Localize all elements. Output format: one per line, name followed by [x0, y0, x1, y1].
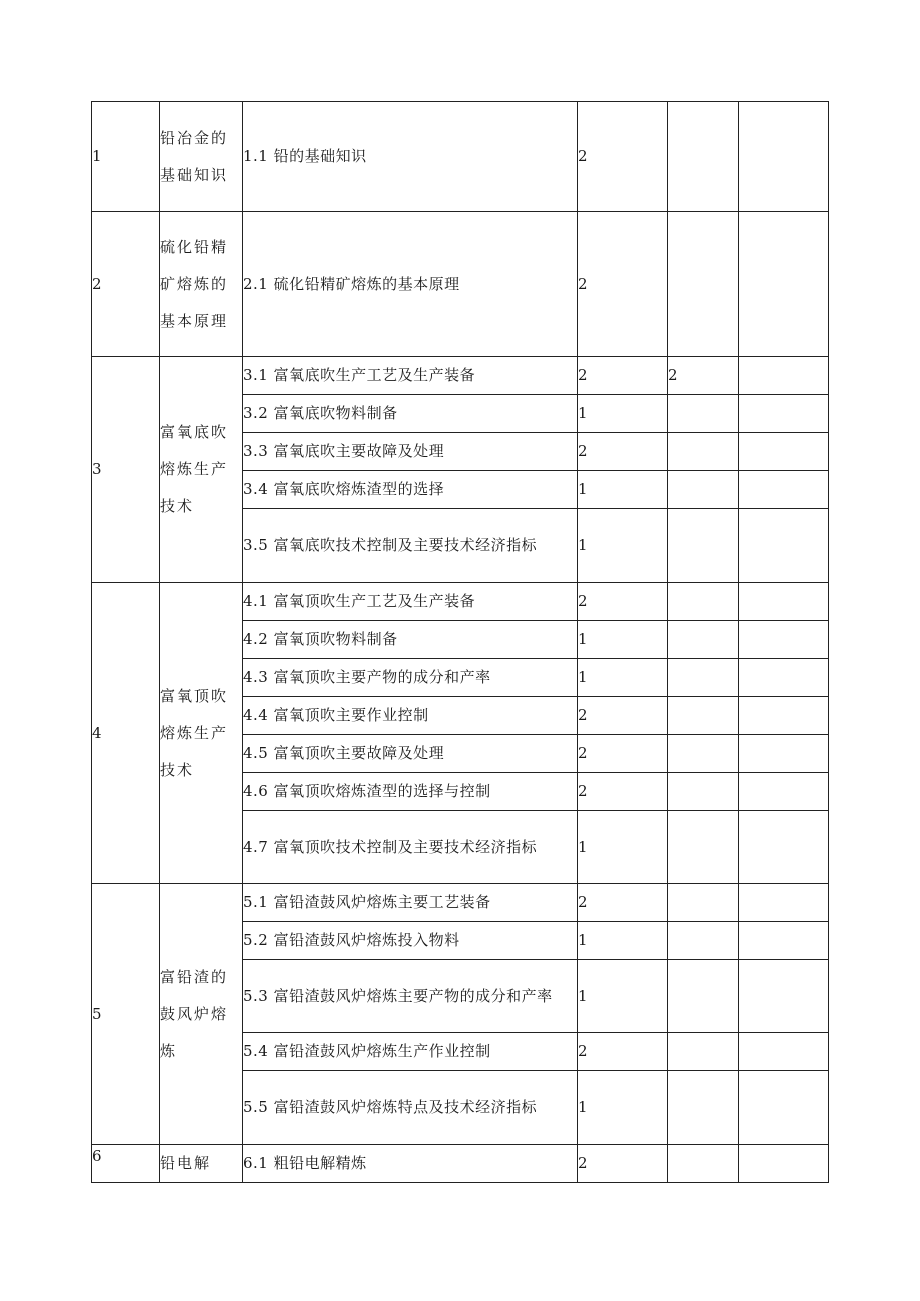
extra-cell — [668, 395, 739, 433]
extra-cell: 2 — [668, 357, 739, 395]
hours-cell: 1 — [578, 659, 668, 697]
hours-cell: 1 — [578, 395, 668, 433]
hours-cell: 2 — [578, 212, 668, 357]
extra-cell — [668, 471, 739, 509]
section-title: 5.5 富铅渣鼓风炉熔炼特点及技术经济指标 — [243, 1071, 578, 1145]
extra-cell — [668, 960, 739, 1033]
hours-cell: 1 — [578, 1071, 668, 1145]
hours-cell: 1 — [578, 509, 668, 583]
section-title: 3.1 富氧底吹生产工艺及生产装备 — [243, 357, 578, 395]
extra-cell — [668, 433, 739, 471]
chapter-number: 4 — [92, 583, 160, 884]
section-title: 5.1 富铅渣鼓风炉熔炼主要工艺装备 — [243, 884, 578, 922]
empty-cell — [739, 1145, 829, 1183]
extra-cell — [668, 697, 739, 735]
table-row — [92, 212, 829, 357]
hours-cell: 2 — [578, 102, 668, 212]
empty-cell — [739, 471, 829, 509]
hours-cell: 2 — [578, 583, 668, 621]
extra-cell — [668, 659, 739, 697]
section-title: 3.5 富氧底吹技术控制及主要技术经济指标 — [243, 509, 578, 583]
hours-cell: 2 — [578, 1145, 668, 1183]
section-title: 6.1 粗铅电解精炼 — [243, 1145, 578, 1183]
section-title: 4.2 富氧顶吹物料制备 — [243, 621, 578, 659]
extra-cell — [668, 212, 739, 357]
empty-cell — [739, 884, 829, 922]
extra-cell — [668, 509, 739, 583]
empty-cell — [739, 773, 829, 811]
empty-cell — [739, 621, 829, 659]
chapter-number: 3 — [92, 357, 160, 583]
empty-cell — [739, 433, 829, 471]
section-title: 4.5 富氧顶吹主要故障及处理 — [243, 735, 578, 773]
table-row — [92, 884, 829, 922]
hours-cell: 1 — [578, 922, 668, 960]
section-title: 4.4 富氧顶吹主要作业控制 — [243, 697, 578, 735]
hours-cell: 1 — [578, 621, 668, 659]
extra-cell — [668, 735, 739, 773]
hours-cell: 2 — [578, 1033, 668, 1071]
table-row — [92, 102, 829, 212]
empty-cell — [739, 395, 829, 433]
extra-cell — [668, 1145, 739, 1183]
empty-cell — [739, 697, 829, 735]
empty-cell — [739, 102, 829, 212]
chapter-title: 富铅渣的 鼓风炉熔 炼 — [160, 884, 243, 1145]
extra-cell — [668, 1071, 739, 1145]
extra-cell — [668, 811, 739, 884]
empty-cell — [739, 960, 829, 1033]
section-title: 5.2 富铅渣鼓风炉熔炼投入物料 — [243, 922, 578, 960]
empty-cell — [739, 1033, 829, 1071]
empty-cell — [739, 735, 829, 773]
section-title: 5.4 富铅渣鼓风炉熔炼生产作业控制 — [243, 1033, 578, 1071]
section-title: 4.6 富氧顶吹熔炼渣型的选择与控制 — [243, 773, 578, 811]
section-title: 4.1 富氧顶吹生产工艺及生产装备 — [243, 583, 578, 621]
section-title: 4.3 富氧顶吹主要产物的成分和产率 — [243, 659, 578, 697]
extra-cell — [668, 773, 739, 811]
chapter-title: 富氧底吹 熔炼生产 技术 — [160, 357, 243, 583]
chapter-title: 铅电解 — [160, 1145, 243, 1183]
chapter-title: 富氧顶吹 熔炼生产 技术 — [160, 583, 243, 884]
empty-cell — [739, 922, 829, 960]
hours-cell: 1 — [578, 960, 668, 1033]
table-row — [92, 583, 829, 621]
section-title: 3.4 富氧底吹熔炼渣型的选择 — [243, 471, 578, 509]
extra-cell — [668, 583, 739, 621]
extra-cell — [668, 884, 739, 922]
section-title: 4.7 富氧顶吹技术控制及主要技术经济指标 — [243, 811, 578, 884]
hours-cell: 1 — [578, 811, 668, 884]
hours-cell: 2 — [578, 357, 668, 395]
chapter-number: 2 — [92, 212, 160, 357]
extra-cell — [668, 102, 739, 212]
extra-cell — [668, 922, 739, 960]
empty-cell — [739, 357, 829, 395]
chapter-title: 硫化铅精 矿熔炼的 基本原理 — [160, 212, 243, 357]
empty-cell — [739, 811, 829, 884]
section-title: 1.1 铅的基础知识 — [243, 102, 578, 212]
hours-cell: 2 — [578, 884, 668, 922]
hours-cell: 1 — [578, 471, 668, 509]
section-title: 3.3 富氧底吹主要故障及处理 — [243, 433, 578, 471]
section-title: 2.1 硫化铅精矿熔炼的基本原理 — [243, 212, 578, 357]
hours-cell: 2 — [578, 773, 668, 811]
chapter-number: 5 — [92, 884, 160, 1145]
table-row — [92, 357, 829, 395]
section-title: 5.3 富铅渣鼓风炉熔炼主要产物的成分和产率 — [243, 960, 578, 1033]
section-title: 3.2 富氧底吹物料制备 — [243, 395, 578, 433]
course-schedule-table — [91, 101, 829, 1183]
chapter-number: 6 — [92, 1145, 160, 1183]
chapter-number: 1 — [92, 102, 160, 212]
empty-cell — [739, 1071, 829, 1145]
table-row — [92, 1145, 829, 1183]
empty-cell — [739, 509, 829, 583]
chapter-title: 铅冶金的 基础知识 — [160, 102, 243, 212]
hours-cell: 2 — [578, 697, 668, 735]
hours-cell: 2 — [578, 433, 668, 471]
extra-cell — [668, 621, 739, 659]
hours-cell: 2 — [578, 735, 668, 773]
empty-cell — [739, 583, 829, 621]
extra-cell — [668, 1033, 739, 1071]
empty-cell — [739, 659, 829, 697]
empty-cell — [739, 212, 829, 357]
